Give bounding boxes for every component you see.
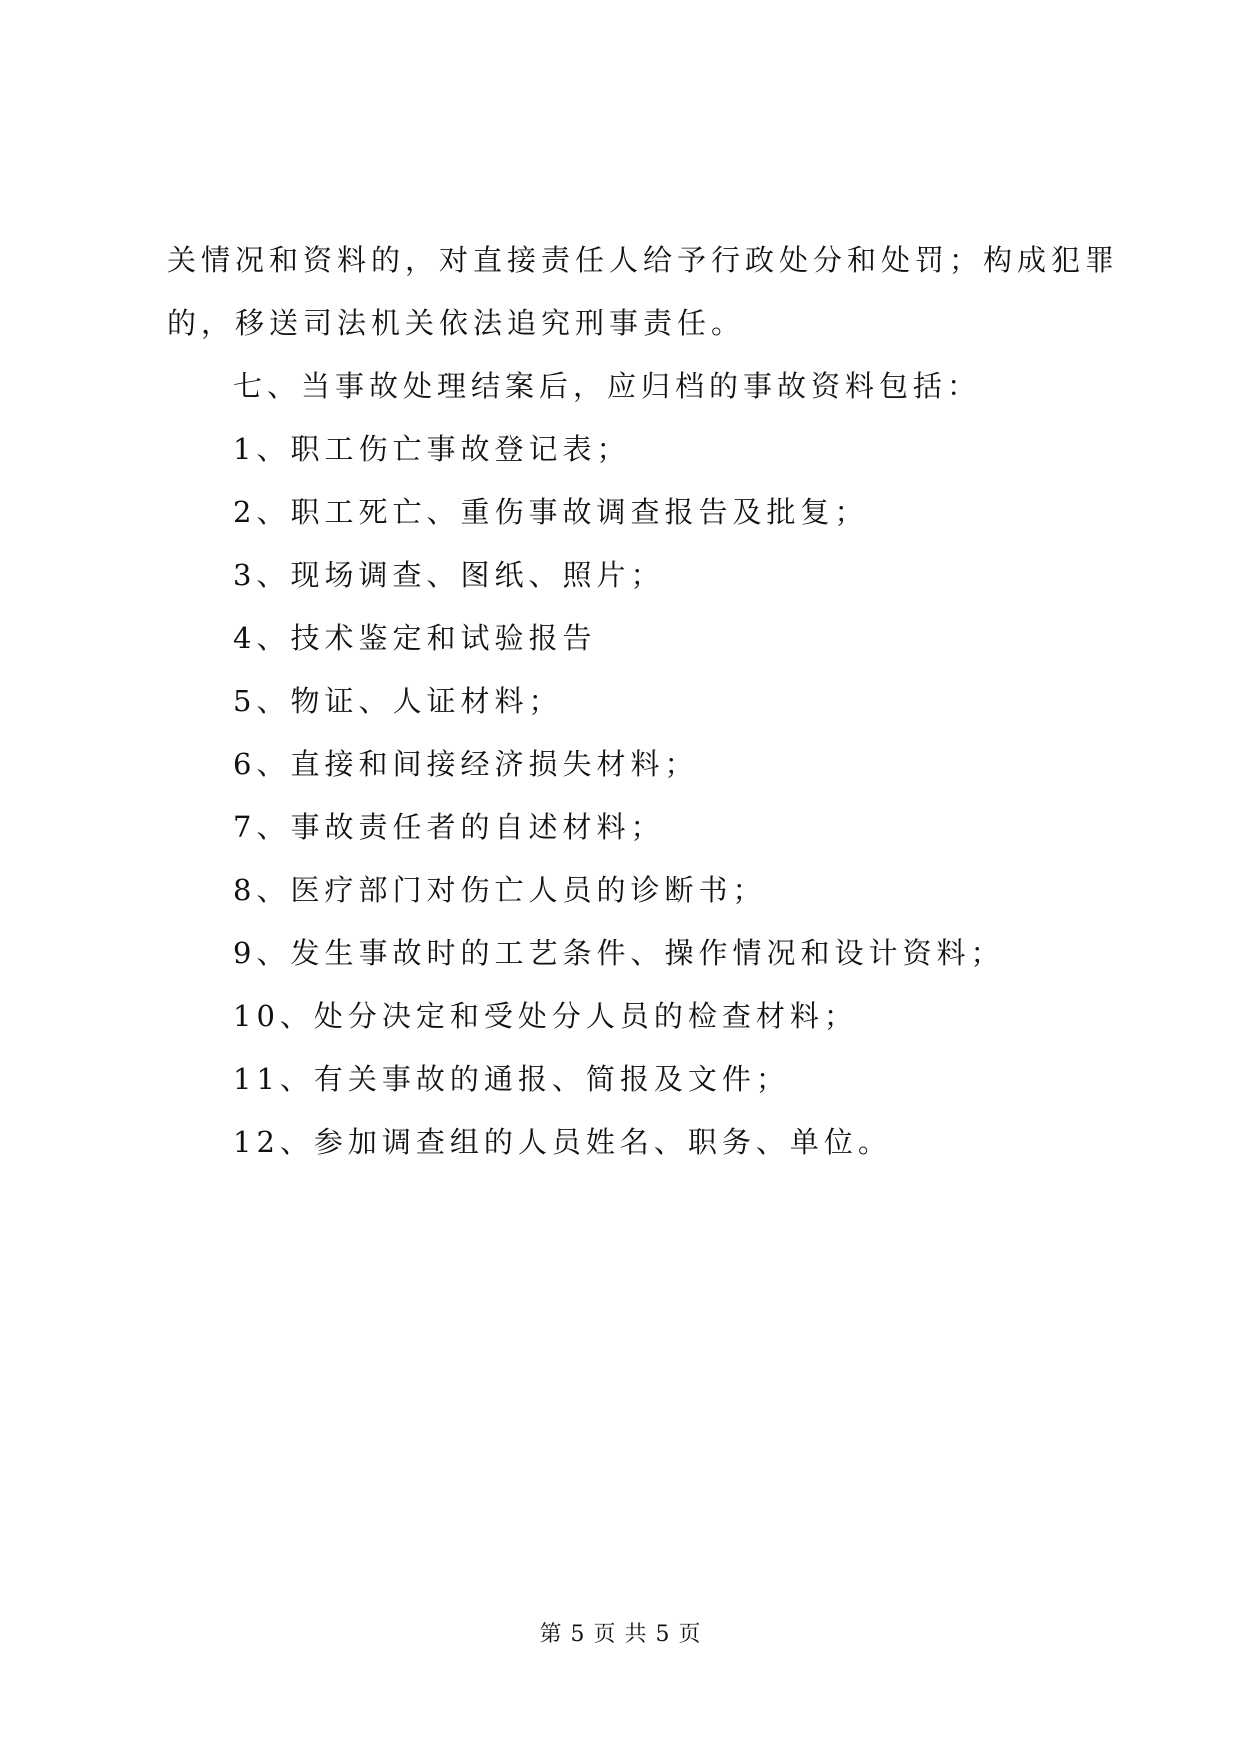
list-item: 2、职工死亡、重伤事故调查报告及批复； — [233, 495, 869, 529]
list-item: 9、发生事故时的工艺条件、操作情况和设计资料； — [233, 936, 1005, 970]
list-item: 5、物证、人证材料； — [233, 684, 563, 718]
paragraph-line: 的，移送司法机关依法追究刑事责任。 — [167, 306, 746, 340]
list-item: 11、有关事故的通报、简报及文件； — [233, 1062, 790, 1096]
page-footer: 第 5 页 共 5 页 — [539, 1622, 702, 1647]
list-item: 12、参加调查组的人员姓名、职务、单位。 — [233, 1125, 892, 1159]
list-item: 1、职工伤亡事故登记表； — [233, 432, 631, 466]
list-item: 8、医疗部门对伤亡人员的诊断书； — [233, 873, 767, 907]
list-item: 6、直接和间接经济损失材料； — [233, 747, 699, 781]
section-heading: 七、当事故处理结案后，应归档的事故资料包括： — [233, 369, 982, 403]
list-item: 4、技术鉴定和试验报告 — [233, 621, 597, 655]
paragraph-line: 关情况和资料的，对直接责任人给予行政处分和处罚；构成犯罪 — [167, 243, 1120, 277]
list-item: 3、现场调查、图纸、照片； — [233, 558, 665, 592]
document-body — [167, 229, 1120, 1174]
list-item: 7、事故责任者的自述材料； — [233, 810, 665, 844]
archive-materials-list — [167, 418, 1087, 1174]
list-item: 10、处分决定和受处分人员的检查材料； — [233, 999, 858, 1033]
